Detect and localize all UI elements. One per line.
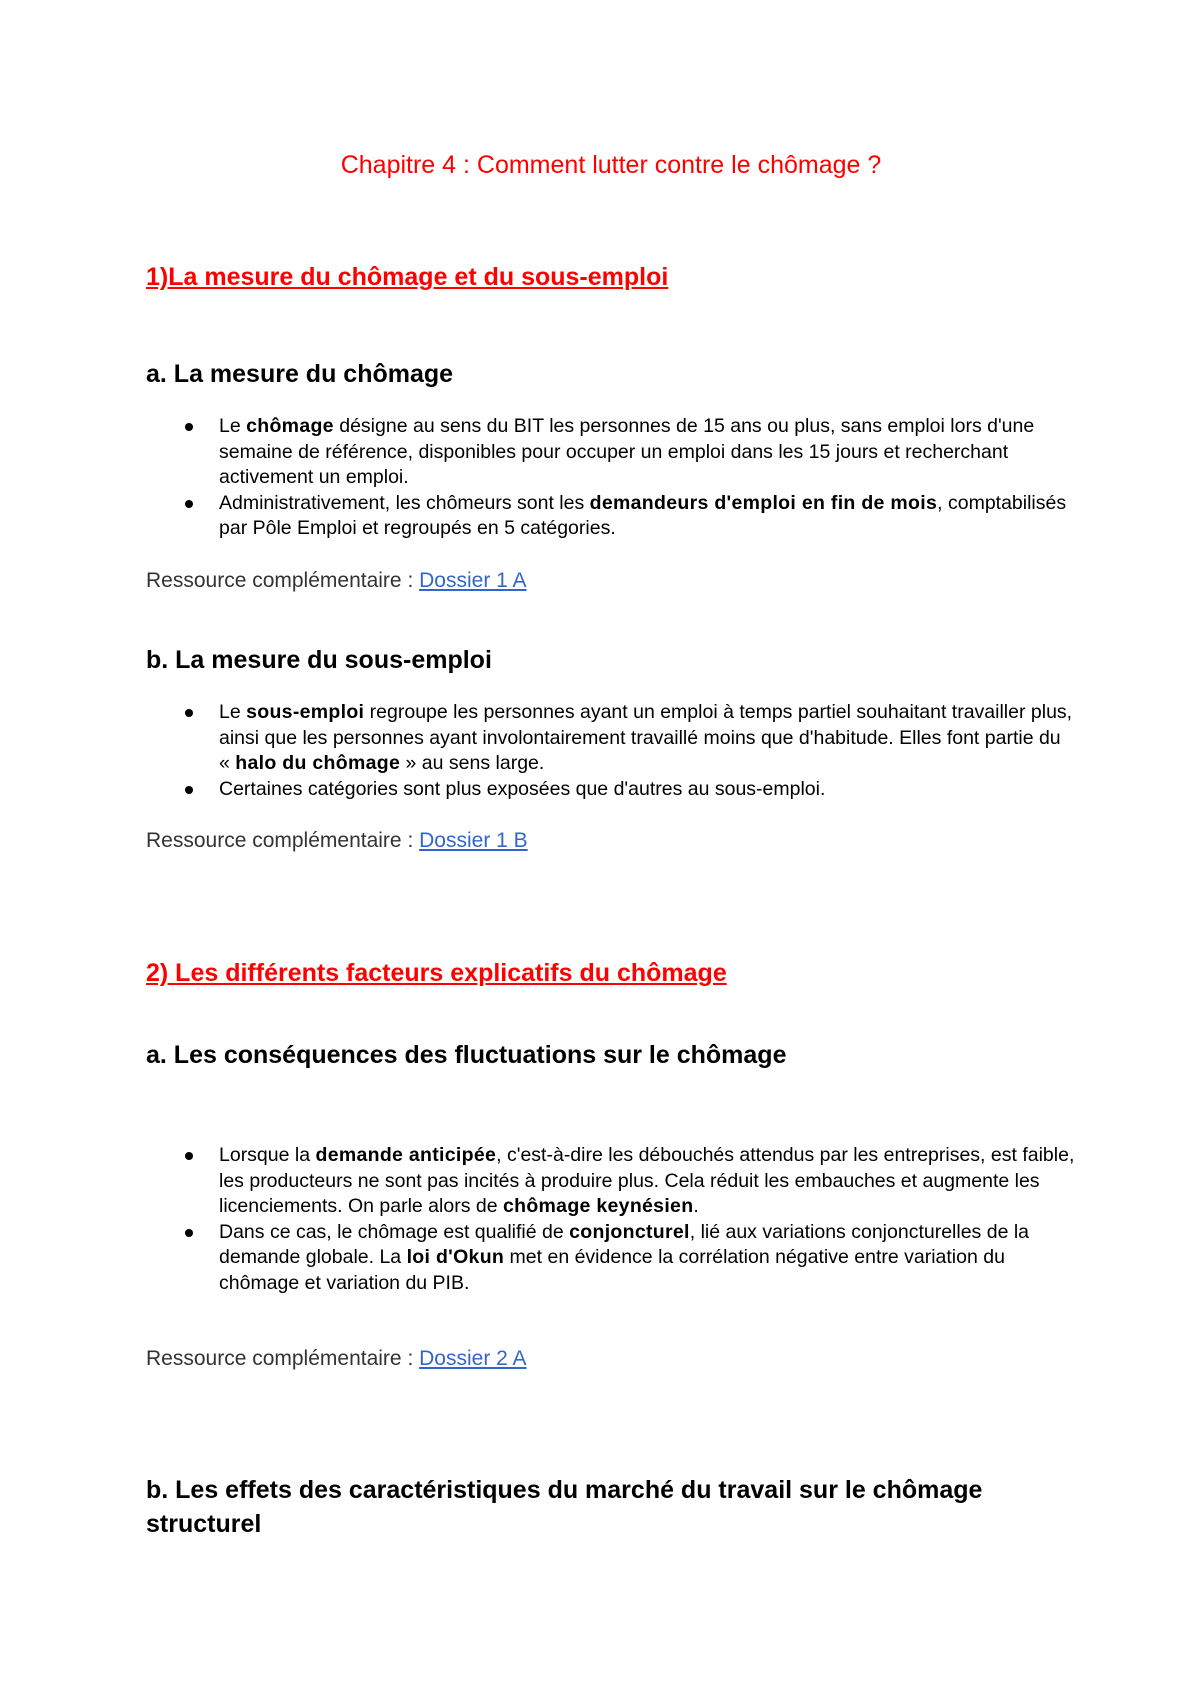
resource-link-dossier-2a[interactable]: Dossier 2 A [419, 1347, 527, 1370]
list-item: Administrativement, les chômeurs sont les demandeurs d'emploi en fin de mois, comptabilisés par Pôle Emploi et regroupés en 5 catégories. [146, 491, 1076, 542]
list-item: Le sous-emploi regroupe les personnes ayant un emploi à temps partiel souhaitant travailler plus, ainsi que les personnes ayant involontairement travaillé moins que d'habitude. Elles font partie du « halo du chômage » au sens large. [146, 700, 1076, 777]
subsection-2b-heading: b. Les effets des caractéristiques du marché du travail sur le chômage structurel [146, 1476, 983, 1538]
list-item: Le chômage désigne au sens du BIT les personnes de 15 ans ou plus, sans emploi lors d'une semaine de référence, disponibles pour occuper un emploi dans les 15 jours et recherchant activement un emploi. [146, 414, 1076, 491]
bold-term: conjoncturel [569, 1220, 690, 1243]
bold-term: demandeurs d'emploi en fin de mois [589, 491, 938, 514]
subsection-1a-list [146, 414, 1076, 542]
bold-term: demande anticipée [315, 1144, 497, 1166]
bold-term: chômage [246, 415, 334, 437]
subsection-1b-heading: b. La mesure du sous-emploi [146, 646, 492, 674]
subsection-2a-heading: a. Les conséquences des fluctuations sur le chômage [146, 1041, 787, 1069]
resource-line: Ressource complémentaire : Dossier 1 A [146, 569, 527, 592]
resource-line: Ressource complémentaire : Dossier 1 B [146, 829, 528, 852]
subsection-2a-list [146, 1143, 1076, 1296]
section-1-heading: 1)La mesure du chômage et du sous-emploi [146, 263, 669, 291]
list-item: Certaines catégories sont plus exposées que d'autres au sous-emploi. [146, 777, 1076, 803]
chapter-title: Chapitre 4 : Comment lutter contre le chômage ? [340, 151, 882, 179]
bullet-icon [185, 786, 193, 794]
bold-term: loi d'Okun [406, 1246, 505, 1268]
bullet-icon [185, 1229, 193, 1237]
bold-term: sous-emploi [246, 701, 365, 723]
list-item: Dans ce cas, le chômage est qualifié de conjoncturel, lié aux variations conjoncturelles de la demande globale. La loi d'Okun met en évidence la corrélation négative entre variation du chômage et variation du PIB. [146, 1220, 1076, 1297]
resource-link-dossier-1b[interactable]: Dossier 1 B [419, 829, 528, 852]
bold-term: halo du chômage [235, 752, 401, 774]
bullet-icon [185, 709, 193, 717]
section-2-heading: 2) Les différents facteurs explicatifs du chômage [146, 959, 727, 987]
bullet-icon [185, 500, 193, 508]
resource-link-dossier-1a[interactable]: Dossier 1 A [419, 569, 527, 592]
resource-line: Ressource complémentaire : Dossier 2 A [146, 1347, 527, 1370]
bullet-icon [185, 423, 193, 431]
bullet-icon [185, 1152, 193, 1160]
subsection-1b-list [146, 700, 1076, 802]
bold-term: chômage keynésien [502, 1195, 694, 1217]
document-page [146, 0, 1076, 1698]
subsection-1a-heading: a. La mesure du chômage [146, 360, 454, 388]
list-item: Lorsque la demande anticipée, c'est-à-dire les débouchés attendus par les entreprises, est faible, les producteurs ne sont pas incités à produire plus. Cela réduit les embauches et augmente les licenciements. On parle alors de chômage keynésien. [146, 1143, 1076, 1220]
